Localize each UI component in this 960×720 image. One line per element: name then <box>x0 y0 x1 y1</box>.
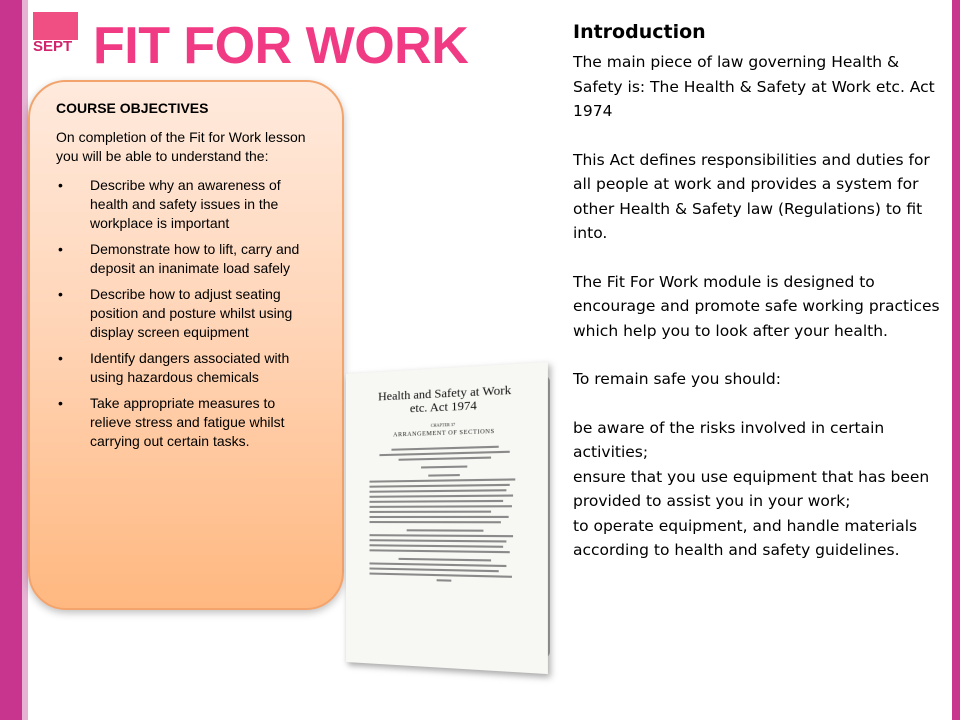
objective-item <box>56 285 316 342</box>
objectives-intro: On completion of the Fit for Work lesson you will be able to understand the: <box>56 129 306 164</box>
intro-paragraph: to operate equipment, and handle materials according to health and safety guidelines. <box>573 516 918 559</box>
book-sections: ARRANGEMENT OF SECTIONS <box>393 428 495 439</box>
objectives-heading: COURSE OBJECTIVES <box>56 100 209 116</box>
objectives-list <box>56 176 316 451</box>
book-cover <box>346 362 548 674</box>
introduction-section <box>573 20 945 563</box>
objective-text: Identify dangers associated with using hazardous chemicals <box>90 350 290 385</box>
objective-item <box>56 176 316 233</box>
objective-text: Describe why an awareness of health and safety issues in the workplace is important <box>90 177 281 231</box>
objective-text: Describe how to adjust seating position and posture whilst using display screen equipment <box>90 286 293 340</box>
introduction-heading: Introduction <box>573 21 706 43</box>
bullet-icon: • <box>58 241 63 257</box>
book-text-lines <box>370 445 524 587</box>
logo-block <box>33 12 78 40</box>
logo-text: SEPT <box>33 38 73 55</box>
bullet-icon: • <box>58 395 63 411</box>
intro-paragraph: be aware of the risks involved in certain activities; <box>573 418 885 461</box>
book-title: Health and Safety at Work etc. Act 1974 <box>378 382 512 416</box>
left-accent-bar <box>0 0 22 720</box>
intro-paragraph: ensure that you use equipment that has been provided to assist you in your work; <box>573 467 930 510</box>
bullet-icon: • <box>58 350 63 366</box>
intro-paragraph: The main piece of law governing Health & Safety is: The Health & Safety at Work etc. Act 1974 <box>573 53 935 120</box>
right-accent-bar <box>952 0 960 720</box>
bullet-icon: • <box>58 177 63 193</box>
intro-paragraph: The Fit For Work module is designed to encourage and promote safe working practices which help you to look after your health. <box>573 272 940 340</box>
act-book-image <box>346 366 556 666</box>
intro-paragraph: This Act defines responsibilities and duties for all people at work and provides a system for other Health & Safety law (Regulations) to fit into. <box>573 150 930 242</box>
objective-text: Demonstrate how to lift, carry and deposit an inanimate load safely <box>90 241 300 276</box>
sept-logo <box>33 12 78 60</box>
course-objectives-panel <box>28 80 344 610</box>
page-title: FIT FOR WORK <box>93 17 469 75</box>
intro-paragraph: To remain safe you should: <box>573 370 781 388</box>
bullet-icon: • <box>58 286 63 302</box>
book-chapter: CHAPTER 37 <box>430 421 456 428</box>
objective-text: Take appropriate measures to relieve stress and fatigue whilst carrying out certain tasks. <box>90 395 285 449</box>
objective-item <box>56 349 316 387</box>
objective-item <box>56 240 316 278</box>
objective-item <box>56 394 316 451</box>
